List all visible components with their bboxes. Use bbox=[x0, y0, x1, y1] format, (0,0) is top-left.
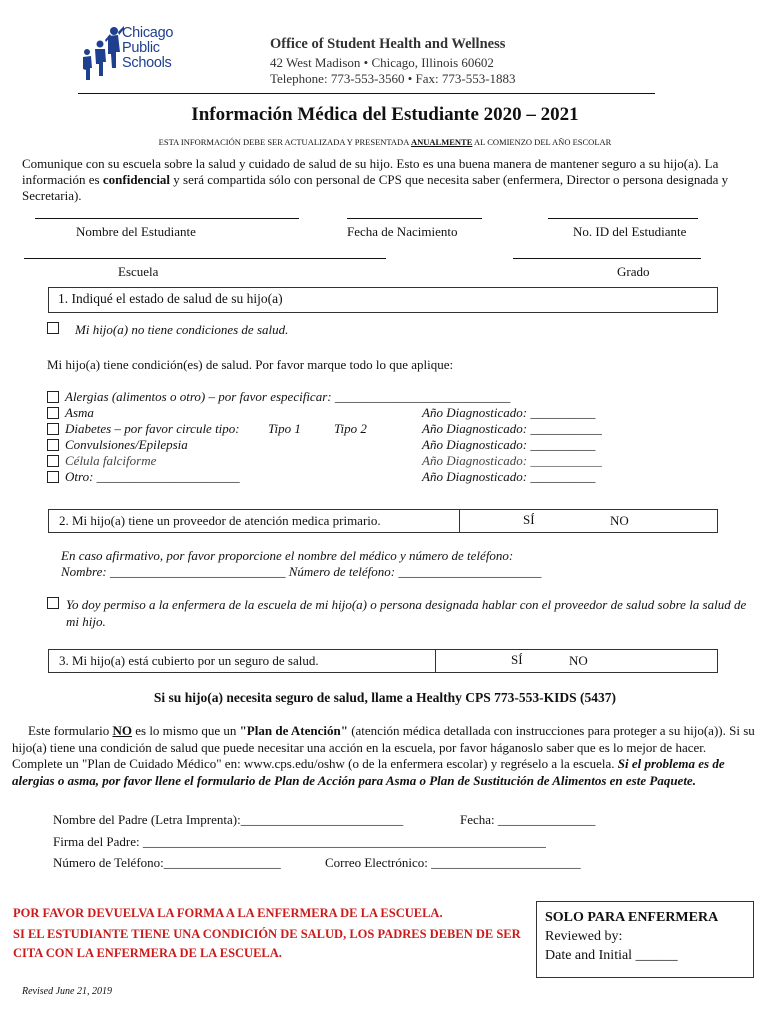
has-conditions-label: Mi hijo(a) tiene condición(es) de salud. Por favor marque todo lo que aplique: bbox=[47, 357, 454, 372]
section-3-question-cell bbox=[49, 650, 436, 672]
section-3-row bbox=[48, 649, 718, 673]
diabetes-type1[interactable]: Tipo 1 bbox=[268, 421, 301, 436]
seizures-checkbox[interactable] bbox=[47, 439, 59, 451]
dob-label: Fecha de Nacimiento bbox=[347, 224, 458, 239]
children-silhouette-icon bbox=[78, 22, 124, 82]
other-year-diagnosed: Año Diagnosticado: __________ bbox=[422, 469, 596, 484]
parent-email-field[interactable]: Correo Electrónico: _______________________ bbox=[325, 855, 581, 870]
annual-update-note bbox=[0, 137, 770, 147]
no-conditions-label: Mi hijo(a) no tiene condiciones de salud. bbox=[75, 322, 289, 337]
student-name-field[interactable] bbox=[35, 218, 299, 219]
subnote-before: ESTA INFORMACIÓN DEBE SER ACTUALIZADA Y PRESENTADA bbox=[158, 137, 411, 147]
student-id-field[interactable] bbox=[548, 218, 698, 219]
office-address: 42 West Madison • Chicago, Illinois 60602 bbox=[270, 55, 494, 70]
other-checkbox[interactable] bbox=[47, 471, 59, 483]
sickle-cell-checkbox[interactable] bbox=[47, 455, 59, 467]
logo-line-1: Chicago bbox=[122, 25, 174, 41]
intro-confidential: confidencial bbox=[102, 172, 171, 187]
subnote-emphasis: ANUALMENTE bbox=[411, 137, 473, 147]
provider-name-phone-fields[interactable]: Nombre: ___________________________ Número de teléfono: ______________________ bbox=[61, 564, 542, 579]
section-3-yes[interactable]: SÍ bbox=[511, 652, 523, 667]
section-2-question-cell bbox=[49, 510, 460, 532]
intro-part-1: Comunique con su escuela sobre la salud y cuidado de salud de su hijo. Esto es una buena manera de mantener seguro a su hijo(a). La información es bbox=[22, 156, 719, 187]
allergies-checkbox[interactable] bbox=[47, 391, 59, 403]
provider-if-yes: En caso afirmativo, por favor proporcione el nombre del médico y número de teléfono: bbox=[61, 548, 514, 563]
diabetes-label: Diabetes – por favor circule tipo: bbox=[65, 421, 240, 436]
notice-no: NO bbox=[112, 723, 132, 738]
school-label: Escuela bbox=[118, 264, 159, 279]
nurse-reviewed-by: Reviewed by: bbox=[545, 929, 623, 944]
asthma-year-diagnosed: Año Diagnosticado: __________ bbox=[422, 405, 596, 420]
nurse-appointment-instruction: SI EL ESTUDIANTE TIENE UNA CONDICIÓN DE SALUD, LOS PADRES DEBEN DE SER CITA CON LA ENFERMERA DE LA ESCUELA. bbox=[13, 927, 521, 960]
permission-label: Yo doy permiso a la enfermera de la escuela de mi hijo(a) o persona designada hablar con el proveedor de salud sobre la salud de mi hijo. bbox=[66, 597, 747, 629]
seizures-label: Convulsiones/Epilepsia bbox=[65, 437, 188, 452]
diabetes-type2[interactable]: Tipo 2 bbox=[334, 421, 367, 436]
asthma-label: Asma bbox=[65, 405, 94, 420]
sickle-cell-label: Célula falciforme bbox=[65, 453, 157, 468]
parent-phone-field[interactable]: Número de Teléfono:__________________ bbox=[53, 855, 281, 870]
return-form-instruction: POR FAVOR DEVUELVA LA FORMA A LA ENFERMERA DE LA ESCUELA. bbox=[13, 906, 443, 920]
other-label: Otro: ______________________ bbox=[65, 469, 240, 484]
student-name-label: Nombre del Estudiante bbox=[76, 224, 196, 239]
notice-part-2: es lo mismo que un bbox=[131, 723, 240, 738]
grade-field[interactable] bbox=[513, 258, 701, 259]
intro-part-2: y será compartida sólo con personal de CPS que necesita saber (enfermera, Director o persona designada y Secretaria). bbox=[22, 172, 729, 203]
notice-part-3: (atención médica detallada con instrucciones para proteger a su hijo(a)). Si su hijo(a) tiene una condición de salud que puede necesitar una acción en la escuela, por favor háganoslo saber que es lo mejor de hacer. Complete un "Plan de Cuidado Médico" en: www.cps.edu/oshw (o de la enfermera escolar) y regréselo a la escuela. bbox=[12, 723, 755, 771]
section-2-title: 2. Mi hijo(a) tiene un proveedor de atención medica primario. bbox=[59, 513, 381, 528]
parent-name-field[interactable]: Nombre del Padre (Letra Imprenta):_________________________ bbox=[53, 812, 404, 827]
section-2-yes[interactable]: SÍ bbox=[523, 512, 535, 527]
grade-label: Grado bbox=[617, 264, 650, 279]
parent-signature-field[interactable]: Firma del Padre: ______________________________________________________________ bbox=[53, 834, 546, 849]
logo-line-2: Public bbox=[122, 40, 160, 56]
logo-wordmark bbox=[122, 26, 173, 71]
diabetes-year-diagnosed: Año Diagnosticado: ___________ bbox=[422, 421, 602, 436]
section-1-title: 1. Indiqué el estado de salud de su hijo(a) bbox=[58, 291, 283, 306]
header-divider bbox=[78, 93, 655, 94]
student-id-label: No. ID del Estudiante bbox=[573, 224, 687, 239]
nurse-only-box bbox=[536, 901, 754, 978]
care-plan-notice bbox=[12, 723, 757, 789]
nurse-date-initial: Date and Initial ______ bbox=[545, 948, 678, 963]
nurse-box-title: SOLO PARA ENFERMERA bbox=[545, 910, 719, 925]
diabetes-checkbox[interactable] bbox=[47, 423, 59, 435]
no-conditions-checkbox[interactable] bbox=[47, 322, 59, 334]
permission-checkbox[interactable] bbox=[47, 597, 59, 609]
revision-date: Revised June 21, 2019 bbox=[22, 986, 112, 997]
asthma-checkbox[interactable] bbox=[47, 407, 59, 419]
notice-part-1: Este formulario bbox=[28, 723, 113, 738]
seizures-year-diagnosed: Año Diagnosticado: __________ bbox=[422, 437, 596, 452]
intro-paragraph bbox=[22, 156, 760, 204]
section-2-no[interactable]: NO bbox=[610, 513, 629, 528]
section-3-title: 3. Mi hijo(a) está cubierto por un seguro de salud. bbox=[59, 653, 319, 668]
notice-allergy-asthma: Si el problema es de alergias o asma, por favor llene el formulario de Plan de Acción para Asma o Plan de Sustitución de Alimentos en este Paquete. bbox=[12, 756, 725, 788]
notice-plan: "Plan de Atención" bbox=[239, 723, 348, 738]
dob-field[interactable] bbox=[347, 218, 482, 219]
parent-date-field[interactable]: Fecha: _______________ bbox=[460, 812, 596, 827]
office-name: Office of Student Health and Wellness bbox=[270, 36, 506, 52]
logo-line-3: Schools bbox=[122, 55, 172, 71]
office-phone: Telephone: 773-553-3560 • Fax: 773-553-1883 bbox=[270, 71, 516, 86]
section-3-no[interactable]: NO bbox=[569, 653, 588, 668]
allergies-label: Alergias (alimentos o otro) – por favor especificar: ___________________________ bbox=[65, 389, 511, 404]
section-1-header bbox=[48, 287, 718, 313]
subnote-after: AL COMIENZO DEL AÑO ESCOLAR bbox=[472, 137, 612, 147]
cps-logo bbox=[78, 22, 198, 82]
sickle-cell-year-diagnosed: Año Diagnosticado: ___________ bbox=[422, 453, 602, 468]
insurance-call: Si su hijo(a) necesita seguro de salud, llame a Healthy CPS 773-553-KIDS (5437) bbox=[153, 690, 617, 705]
school-field[interactable] bbox=[24, 258, 386, 259]
section-2-row bbox=[48, 509, 718, 533]
page-title: Información Médica del Estudiante 2020 – 2021 bbox=[191, 104, 579, 125]
